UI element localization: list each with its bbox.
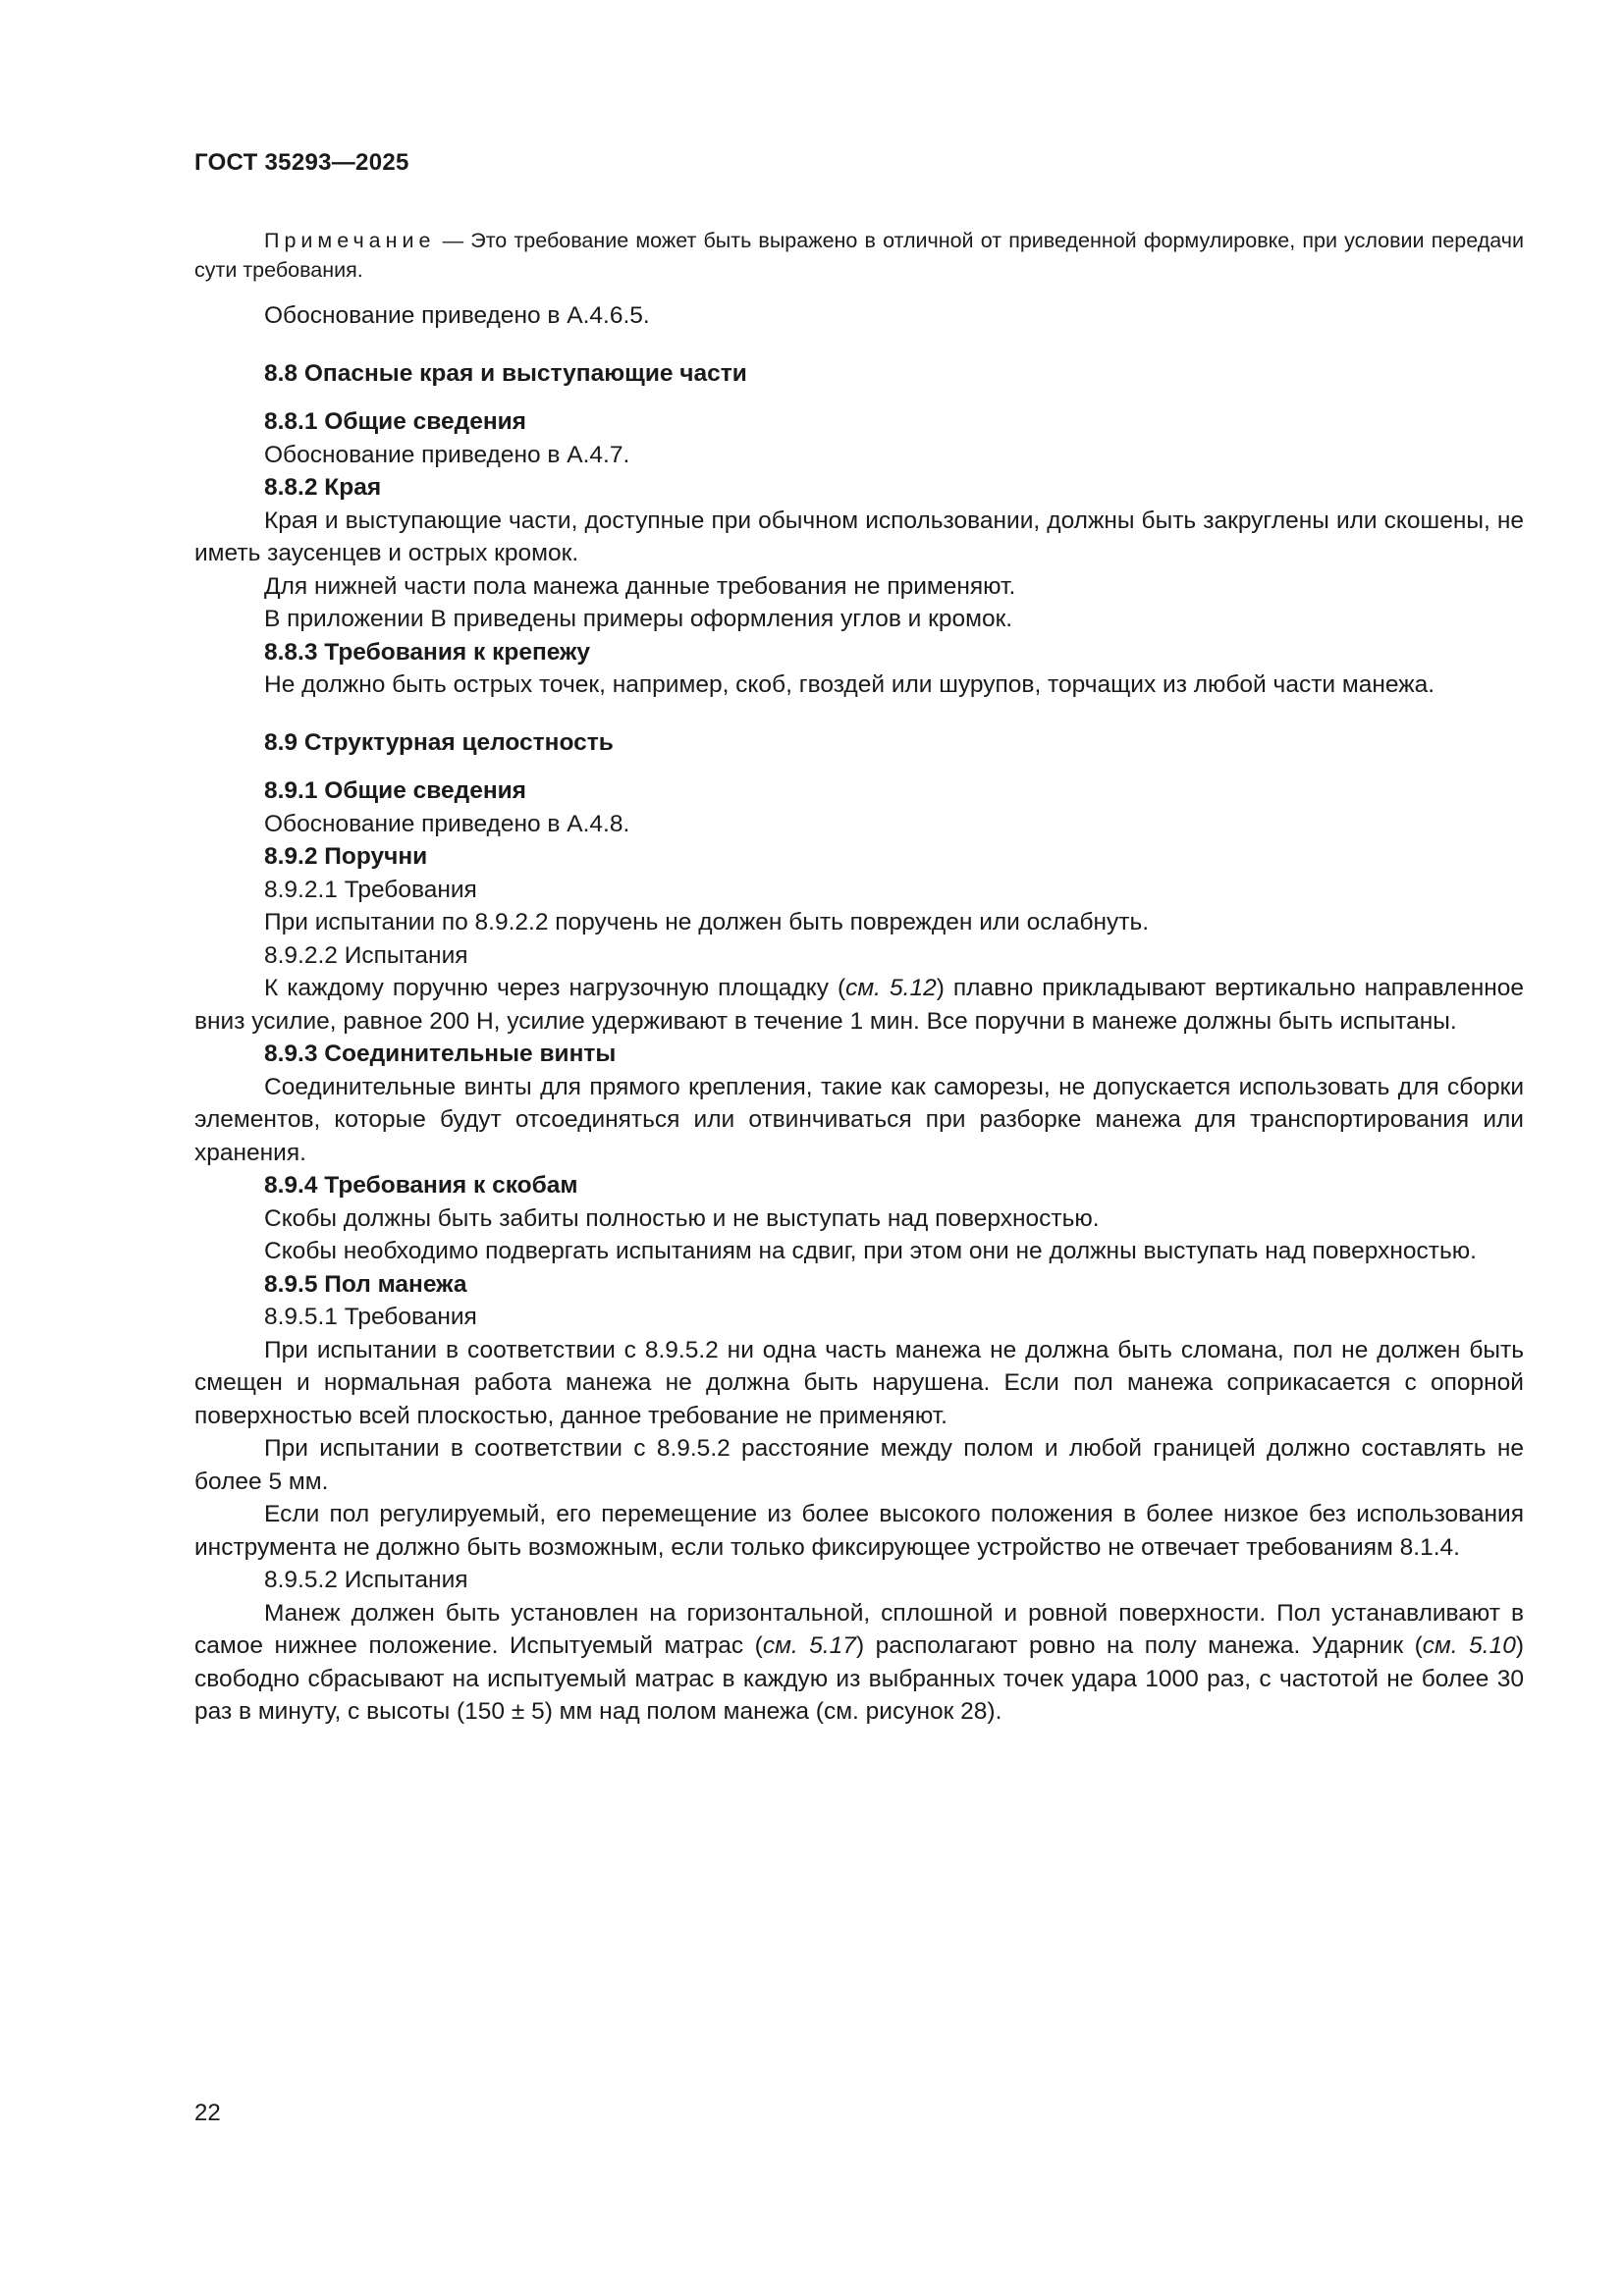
- text-run: К каждому поручню через нагрузочную площадку (: [264, 975, 846, 1001]
- text-run: ) плавно прикладывают вертикально направленное вниз усилие, равное 200 Н, усилие удерживают в течение 1 мин. Все поручни в манеже должны быть испытаны.: [194, 975, 1525, 1035]
- section-heading-8-8-3: 8.8.3 Требования к крепежу: [264, 638, 591, 666]
- note-paragraph: [194, 226, 1524, 285]
- paragraph: При испытании в соответствии с 8.9.5.2 ни одна часть манежа не должна быть сломана, пол не должен быть смещен и нормальная работа манежа не должна быть нарушена. Если пол манежа соприкасается с опорной поверхностью всей плоскостью, данное требование не применяют.: [194, 1336, 1524, 1429]
- section-heading-8-9-3: 8.9.3 Соединительные винты: [264, 1041, 617, 1067]
- subsection-heading-8-9-5-1: 8.9.5.1 Требования: [264, 1304, 477, 1330]
- paragraph-floor-test: [194, 1597, 1524, 1729]
- text-run: ) свободно сбрасывают на испытуемый матрас в каждую из выбранных точек удара 1000 раз, с частотой не более 30 раз в минуту, с высоты (150 ± 5) мм над полом манежа (см. рисунок 28).: [194, 1632, 1525, 1725]
- paragraph: Скобы необходимо подвергать испытаниям на сдвиг, при этом они не должны выступать над поверхностью.: [264, 1238, 1477, 1264]
- paragraph: Обоснование приведено в А.4.6.5.: [264, 302, 650, 329]
- subsection-heading-8-9-5-2: 8.9.5.2 Испытания: [264, 1567, 468, 1593]
- text-run: Манеж должен быть установлен на горизонтальной, сплошной и ровной поверхности. Пол устанавливают в самое нижнее положение. Испытуемый матрас (: [194, 1599, 1524, 1659]
- paragraph: Скобы должны быть забиты полностью и не выступать над поверхностью.: [264, 1204, 1100, 1232]
- paragraph: Обоснование приведено в А.4.8.: [264, 810, 630, 837]
- paragraph: При испытании в соответствии с 8.9.5.2 расстояние между полом и любой границей должно составлять не более 5 мм.: [194, 1435, 1524, 1495]
- text-run: ) располагают ровно на полу манежа. Ударник (: [855, 1632, 1423, 1659]
- section-heading-8-9-2: 8.9.2 Поручни: [264, 843, 428, 870]
- section-heading-8-9-4: 8.9.4 Требования к скобам: [264, 1172, 578, 1199]
- paragraph: Соединительные винты для прямого крепления, такие как саморезы, не допускается использовать для сборки элементов, которые будут отсоединяться или отвинчиваться при разборке манежа для транспортирования или хранения.: [194, 1073, 1524, 1166]
- note-text: — Это требование может быть выражено в отличной от приведенной формулировке, при условии передачи сути требования.: [194, 229, 1524, 282]
- section-heading-8-9-5: 8.9.5 Пол манежа: [264, 1270, 467, 1298]
- section-heading-8-8-2: 8.8.2 Края: [264, 474, 382, 501]
- paragraph-rail-test: [194, 972, 1524, 1038]
- page-content: [194, 226, 1524, 1729]
- paragraph: При испытании по 8.9.2.2 поручень не должен быть поврежден или ослабнуть.: [264, 909, 1150, 935]
- paragraph: Не должно быть острых точек, например, скоб, гвоздей или шурупов, торчащих из любой части манежа.: [264, 671, 1435, 698]
- subsection-heading-8-9-2-1: 8.9.2.1 Требования: [264, 876, 477, 903]
- section-heading-8-8-1: 8.8.1 Общие сведения: [264, 408, 526, 435]
- document-header: ГОСТ 35293—2025: [194, 149, 409, 176]
- paragraph: Если пол регулируемый, его перемещение из более высокого положения в более низкое без использования инструмента не должно быть возможным, если только фиксирующее устройство не отвечает требованиям 8.1.4.: [194, 1501, 1524, 1561]
- paragraph: Обоснование приведено в А.4.7.: [264, 441, 630, 468]
- paragraph: В приложении В приведены примеры оформления углов и кромок.: [264, 606, 1013, 632]
- cross-reference: см. 5.17: [762, 1632, 856, 1659]
- paragraph: Для нижней части пола манежа данные требования не применяют.: [264, 572, 1016, 600]
- cross-reference: см. 5.10: [1422, 1632, 1516, 1659]
- page-number: 22: [194, 2100, 221, 2126]
- section-heading-8-9-1: 8.9.1 Общие сведения: [264, 777, 526, 804]
- section-heading-8-9: 8.9 Структурная целостность: [264, 728, 614, 756]
- paragraph: Края и выступающие части, доступные при обычном использовании, должны быть закруглены или скошены, не иметь заусенцев и острых кромок.: [194, 507, 1524, 566]
- subsection-heading-8-9-2-2: 8.9.2.2 Испытания: [264, 941, 468, 969]
- section-heading-8-8: 8.8 Опасные края и выступающие части: [264, 359, 747, 387]
- note-label: Примечание: [264, 229, 436, 252]
- cross-reference: см. 5.12: [845, 975, 937, 1001]
